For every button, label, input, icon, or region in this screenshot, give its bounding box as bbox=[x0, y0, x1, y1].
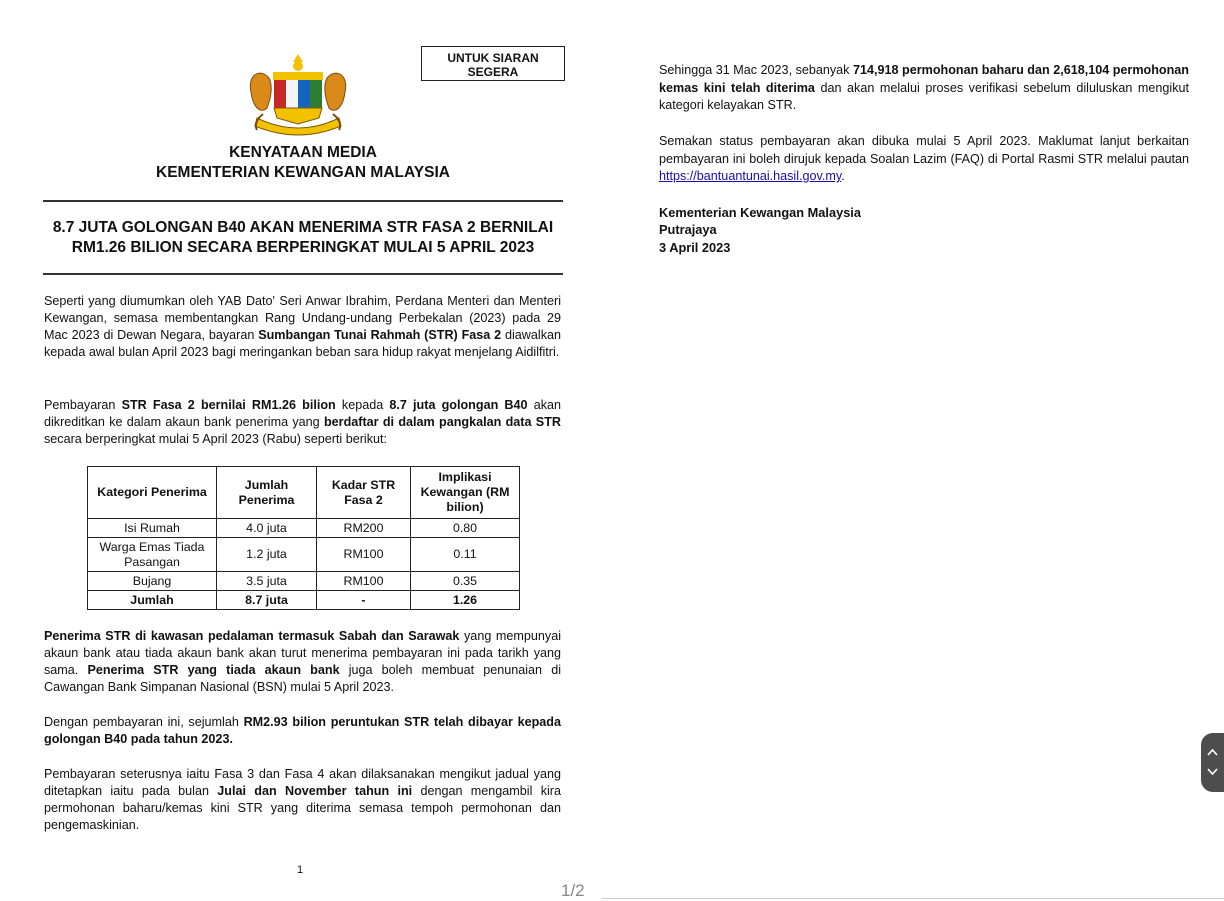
table-cell: 0.35 bbox=[411, 572, 520, 591]
paragraph-7: Semakan status pembayaran akan dibuka mulai 5 April 2023. Maklumat lanjut berkaitan pembayaran ini boleh dirujuk kepada Soalan Lazim (FAQ) di Portal Rasmi STR melalui pautan https://bantuantunai.hasil.gov.my. bbox=[659, 134, 1189, 183]
coat-of-arms-logo bbox=[243, 52, 353, 136]
signature-date: 3 April 2023 bbox=[659, 240, 731, 255]
table-cell: - bbox=[317, 591, 411, 610]
table-row bbox=[88, 538, 520, 572]
table-cell: 1.26 bbox=[411, 591, 520, 610]
table-cell: RM100 bbox=[317, 538, 411, 572]
table-cell: RM100 bbox=[317, 572, 411, 591]
table-cell: 8.7 juta bbox=[217, 591, 317, 610]
table-cell: 0.80 bbox=[411, 519, 520, 538]
headline-line-1: 8.7 JUTA GOLONGAN B40 AKAN MENERIMA STR FASA 2 BERNILAI bbox=[52, 219, 554, 236]
column-header: Kategori Penerima bbox=[88, 467, 217, 519]
column-header: Jumlah Penerima bbox=[217, 467, 317, 519]
table-cell: Jumlah bbox=[88, 591, 217, 610]
paragraph-6: Sehingga 31 Mac 2023, sebanyak 714,918 permohonan baharu dan 2,618,104 permohonan kemas kini telah diterima dan akan melalui proses verifikasi sebelum diluluskan mengikut kategori kelayakan STR. bbox=[659, 63, 1189, 112]
document-page-1 bbox=[0, 0, 604, 900]
str-table bbox=[87, 466, 520, 610]
chevron-up-icon[interactable] bbox=[1207, 748, 1218, 756]
press-release-badge: UNTUK SIARAN SEGERA bbox=[421, 46, 565, 81]
table-cell: RM200 bbox=[317, 519, 411, 538]
paragraph-4: Dengan pembayaran ini, sejumlah RM2.93 bilion peruntukan STR telah dibayar kepada golongan B40 pada tahun 2023. bbox=[44, 715, 561, 746]
headline bbox=[43, 218, 563, 258]
media-statement-title: KENYATAAN MEDIA bbox=[229, 144, 377, 161]
paragraph-1: Seperti yang diumumkan oleh YAB Dato' Seri Anwar Ibrahim, Perdana Menteri dan Menteri Kewangan, semasa membentangkan Rang Undang-undang Perbekalan (2023) pada 29 Mac 2023 di Dewan Negara, bayaran Sumbangan Tunai Rahmah (STR) Fasa 2 diawalkan kepada awal bulan April 2023 bagi meringankan beban sara hidup rakyat menjelang Aidilfitri. bbox=[44, 294, 561, 359]
divider-bottom bbox=[43, 273, 563, 275]
signature-place: Putrajaya bbox=[659, 222, 717, 237]
table-cell: Warga Emas Tiada Pasangan bbox=[88, 538, 217, 572]
paragraph-3: Penerima STR di kawasan pedalaman termasuk Sabah dan Sarawak yang mempunyai akaun bank atau tiada akaun bank akan turut menerima pembayaran ini pada tarikh yang sama. Penerima STR yang tiada akaun bank juga boleh membuat penunaian di Cawangan Bank Simpanan Nasional (BSN) mulai 5 April 2023. bbox=[44, 629, 562, 694]
column-header: Implikasi Kewangan (RM bilion) bbox=[411, 467, 520, 519]
table-cell: 4.0 juta bbox=[217, 519, 317, 538]
table-total-row bbox=[88, 591, 520, 610]
table-row bbox=[88, 519, 520, 538]
column-header: Kadar STR Fasa 2 bbox=[317, 467, 411, 519]
document-page-2 bbox=[604, 0, 1224, 900]
table-cell: 3.5 juta bbox=[217, 572, 317, 591]
table-row bbox=[88, 572, 520, 591]
page-nav-control bbox=[1201, 733, 1224, 792]
paragraph-5: Pembayaran seterusnya iaitu Fasa 3 dan Fasa 4 akan dilaksanakan mengikut jadual yang ditetapkan iaitu pada bulan Julai dan November tahun ini dengan mengambil kira permohonan baharu/kemas kini STR yang diterima semasa tempoh permohonan dan pengemaskinian. bbox=[44, 767, 561, 832]
ministry-name: KEMENTERIAN KEWANGAN MALAYSIA bbox=[156, 164, 450, 181]
table-cell: Bujang bbox=[88, 572, 217, 591]
paragraph-2: Pembayaran STR Fasa 2 bernilai RM1.26 bilion kepada 8.7 juta golongan B40 akan dikreditkan ke dalam akaun bank penerima yang berdaftar di dalam pangkalan data STR secara berperingkat mulai 5 April 2023 (Rabu) seperti berikut: bbox=[44, 398, 562, 446]
headline-line-2: RM1.26 BILION SECARA BERPERINGKAT MULAI 5 APRIL 2023 bbox=[71, 239, 535, 256]
signature-org: Kementerian Kewangan Malaysia bbox=[659, 205, 861, 220]
chevron-down-icon[interactable] bbox=[1207, 768, 1218, 776]
table-header-row bbox=[88, 467, 520, 519]
page-number: 1 bbox=[297, 864, 304, 876]
table-cell: 1.2 juta bbox=[217, 538, 317, 572]
table-cell: Isi Rumah bbox=[88, 519, 217, 538]
table-cell: 0.11 bbox=[411, 538, 520, 572]
divider-top bbox=[43, 200, 563, 202]
portal-link[interactable]: https://bantuantunai.hasil.gov.my bbox=[659, 169, 842, 183]
page-indicator: 1/2 bbox=[561, 881, 585, 900]
